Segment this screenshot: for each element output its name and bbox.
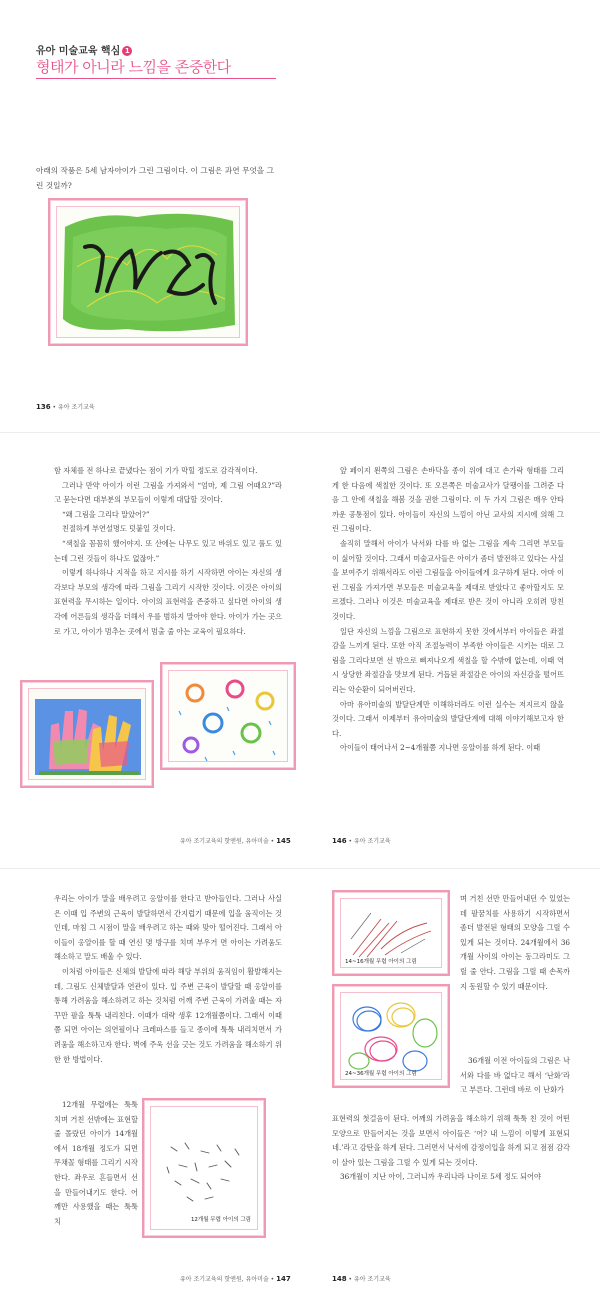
- green-scribble-drawing: [57, 207, 240, 338]
- paragraph: “색칠을 꼼꼼히 했어야지. 또 산에는 나무도 있고 바위도 있고 풀도 있는데 그런 것들이 하나도 없잖아.”: [54, 538, 282, 563]
- paragraph: 이렇게 하나하나 지적을 하고 지시를 하기 시작하면 아이는 자신의 생각보다 부모의 생각에 따라 그림을 그리기 시작한 것이다. 이것은 아이의 표현력을 무시하는 일이다. 아이의 표현력을 존중하고 싶다면 아이의 생각에 어른들의 생각을 더해서 우를 범하지 말아야 한다. 아이가 가는 곳으로 가고, 아이가 멈추는 곳에서 멈출 줄 아는 교육이 필요하다.: [54, 568, 282, 636]
- drawing-frame-snails: [160, 662, 296, 770]
- drawing-frame-12-months: [142, 1098, 266, 1238]
- folio-text: 유아 조기교육의 핫앤원, 유아미술 •: [180, 1276, 275, 1283]
- intro-paragraph: 아래의 작품은 5세 남자아이가 그린 그림이다. 이 그림은 과연 무엇을 그린 것일까?: [36, 166, 274, 190]
- paragraph: 이처럼 아이들은 신체의 발달에 따라 해당 부위의 움직임이 활발해지는데, 그림도 신체발달과 연관이 있다. 입 주변 근육이 발달할 때 옹알이를 통해 가려움을 해소하려고 하는 것처럼 어깨 주변 근육이 가려울 때는 자꾸만 팔을 툭툭 내리친다. 이때가 대략 생후 12개월쯤이다. 그래서 이때쯤 되면 아이는 의연필이나 크레파스를 들고 종이에 툭툭 내리치면서 가려움을 해소하고자 한다. 벽에 주욱 선을 긋는 것도 가려움을 해소하기 위한 한 방법이다.: [54, 966, 282, 1064]
- folio-148: [332, 1274, 391, 1283]
- paragraph: 표현력의 첫걸음이 된다. 어깨의 가려움을 해소하기 위해 툭툭 친 것이 어떤 모양으로 만들어지는 것을 보면서 아이들은 ‘어? 내 느낌이 이렇게 표현되네.’라고 감탄을 하게 된다. 그러면서 낙서에 감정이입을 하게 되고 점점 감각이 살아 있는 그림을 그릴 수 있게 되는 것이다.: [332, 1114, 570, 1167]
- folio-text: 유아 조기교육의 핫앤원, 유아미술 •: [180, 838, 275, 845]
- drawing-frame-hands: [20, 680, 154, 788]
- folio-text: • 유아 조기교육: [52, 404, 95, 411]
- page-136: [0, 0, 600, 420]
- folio-146: [332, 836, 391, 845]
- drawing-canvas: [340, 992, 442, 1080]
- page-divider: [0, 432, 600, 433]
- page-number: 146: [332, 837, 347, 845]
- paragraph: 일단 자신의 느낌을 그림으로 표현하지 못한 것에서부터 아이들은 좌절감을 느끼게 된다. 또한 아직 조절능력이 부족한 아이들은 시키는 대로 그림을 그리다보면 선 밖으로 삐져나오게 색칠을 할 수밖에 없는데, 이때 역시 상당한 좌절감을 맛보게 된다. 거듭된 좌절감은 아이의 자신감을 떨어뜨리는 악순환이 되어버린다.: [332, 626, 564, 694]
- drawing-caption: 24~36개월 무렵 아이의 그림: [345, 1071, 417, 1077]
- page-headline: 형태가 아니라 느낌을 존중한다: [36, 58, 231, 76]
- headline-rule: [36, 78, 276, 79]
- drawing-canvas: [150, 1106, 258, 1230]
- drawing-canvas: [340, 898, 442, 968]
- page-148-text-narrow: 며 거친 선만 만들어내던 수 있었는데 팔꿈치를 사용하기 시작하면서 좀더 발전된 형태의 모양을 그릴 수 있게 되는 것이다. 24개월에서 36개월 사이의 아이는 동그라미도 그릴 줄 안다. 그림을 그릴 때 손목까지 동원할 수 있기 때문이다.: [460, 894, 570, 991]
- folio-136: [36, 402, 95, 411]
- page-147-text: [54, 892, 282, 1067]
- paragraph: 친절하게 부연설명도 덧붙일 것이다.: [62, 524, 176, 534]
- paragraph: 함 자체를 전 하나로 끝냈다는 점이 기가 막힐 정도로 감각적이다.: [54, 466, 258, 475]
- circle-scribble-drawing: [341, 993, 442, 1080]
- page-number: 147: [276, 1275, 291, 1283]
- paragraph: 아이들이 태어나서 2~4개월쯤 지나면 옹알이를 하게 된다. 이때: [340, 743, 541, 753]
- page-147-text-narrow: 12개월 무렵에는 툭툭 치며 거친 선밖에는 표현할 줄 몰랐던 아이가 14개월에서 18개월 정도가 되면 무채꼴 형태를 그리기 시작한다. 좌우로 흔들면서 선을 만들어내기도 한다. 어깨만 사용했을 때는 툭툭 치: [54, 1100, 138, 1226]
- drawing-canvas: [56, 206, 240, 338]
- snail-coloring-drawing: [169, 671, 288, 762]
- page-divider: [0, 868, 600, 869]
- folio-text: • 유아 조기교육: [348, 838, 391, 845]
- paragraph: 36개월이 지난 아이, 그러니까 우리나라 나이로 5세 정도 되어야: [340, 1172, 541, 1182]
- drawing-frame-24-36-months: [332, 984, 450, 1088]
- folio-text: • 유아 조기교육: [348, 1276, 391, 1283]
- section-label-text: 유아 미술교육 핵심: [36, 46, 121, 57]
- drawing-canvas: [168, 670, 288, 762]
- page-number: 148: [332, 1275, 347, 1283]
- paragraph: 솔직히 말해서 아이가 낙서와 다를 바 없는 그림을 계속 그리면 부모들이 싫어할 것이다. 그래서 미술교사들은 아이가 좀더 발전하고 있다는 사실을 보여주기 위해서라도 이런 그림들을 아이들에게 요구하게 된다. 아마 이런 그림을 가져가면 부모들은 미술교육을 제대로 받았다고 좋아할지도 모르겠다. 그러나 이것은 미술교육을 제대로 받은 것이 아니라 오히려 망친 것이다.: [332, 538, 564, 621]
- paragraph: 우리는 아이가 말을 배우려고 옹알이를 한다고 받아들인다. 그러나 사실은 이때 입 주변의 근육이 발달하면서 간지럽기 때문에 입을 움직이는 것인데, 마침 그 시점이 말을 배우려고 하는 때와 맞아 떨어진다. 그래서 아이들이 옹알이를 할 때 연신 몇 방구를 치며 부우거 면 아이는 가려움도 해소하고 말도 배울 수 있다.: [54, 894, 282, 962]
- page-number: 145: [276, 837, 291, 845]
- drawing-canvas: [28, 688, 146, 780]
- drawing-caption: 14~16개월 무렵 아이의 그림: [345, 959, 417, 965]
- spread-145-146: [0, 440, 600, 860]
- folio-145: [180, 836, 291, 845]
- paragraph: “왜 그림을 그리다 말았어?”: [62, 509, 150, 519]
- drawing-frame-mountain: [48, 198, 248, 346]
- folio-147: [180, 1274, 291, 1283]
- paragraph: 그러나 만약 아이가 이런 그림을 가져와서 “엄마, 제 그림 어때요?”라고 묻는다면 대부분의 부모들이 이렇게 대답할 것이다.: [54, 480, 282, 505]
- drawing-caption: 12개월 무렵 아이의 그림: [190, 1217, 251, 1223]
- page-145-text: [54, 464, 282, 639]
- dash-scribble-drawing: [151, 1107, 258, 1230]
- paragraph: 아마 유아미술의 발달단계만 이해하더라도 이런 실수는 저지르지 않을 것이다. 그래서 이제부터 유아미술의 발달단계에 대해 이야기해보고자 한다.: [332, 699, 564, 738]
- hand-tracing-drawing: [29, 689, 146, 780]
- paragraph: 앞 페이지 왼쪽의 그림은 손바닥을 종이 위에 대고 손가락 형태를 그리게 한 다음에 색칠한 것이다. 또 오른쪽은 미술교사가 달팽이를 그려준 다음 그 안에 색칠을 해봄 것을 권한 그림이다. 이 두 가지 그림은 매우 안타까운 공통점이 있다. 아이들이 자신의 느낌이 아닌 교사의 지시에 의해 그린 그림이다.: [332, 466, 564, 534]
- drawing-frame-14-16-months: [332, 890, 450, 976]
- page-148-text: [332, 1112, 570, 1185]
- page-number: 136: [36, 403, 51, 411]
- section-number-badge: 1: [122, 46, 132, 56]
- spread-147-148: [0, 876, 600, 1302]
- section-label: [36, 42, 132, 57]
- page-148-text-narrow-2: 36개월 이전 아이들의 그림은 낙서와 다를 바 없다고 해서 ‘난화’라고 부른다. 그런데 바로 이 난화가: [460, 1056, 570, 1095]
- page-146-text: [332, 464, 564, 756]
